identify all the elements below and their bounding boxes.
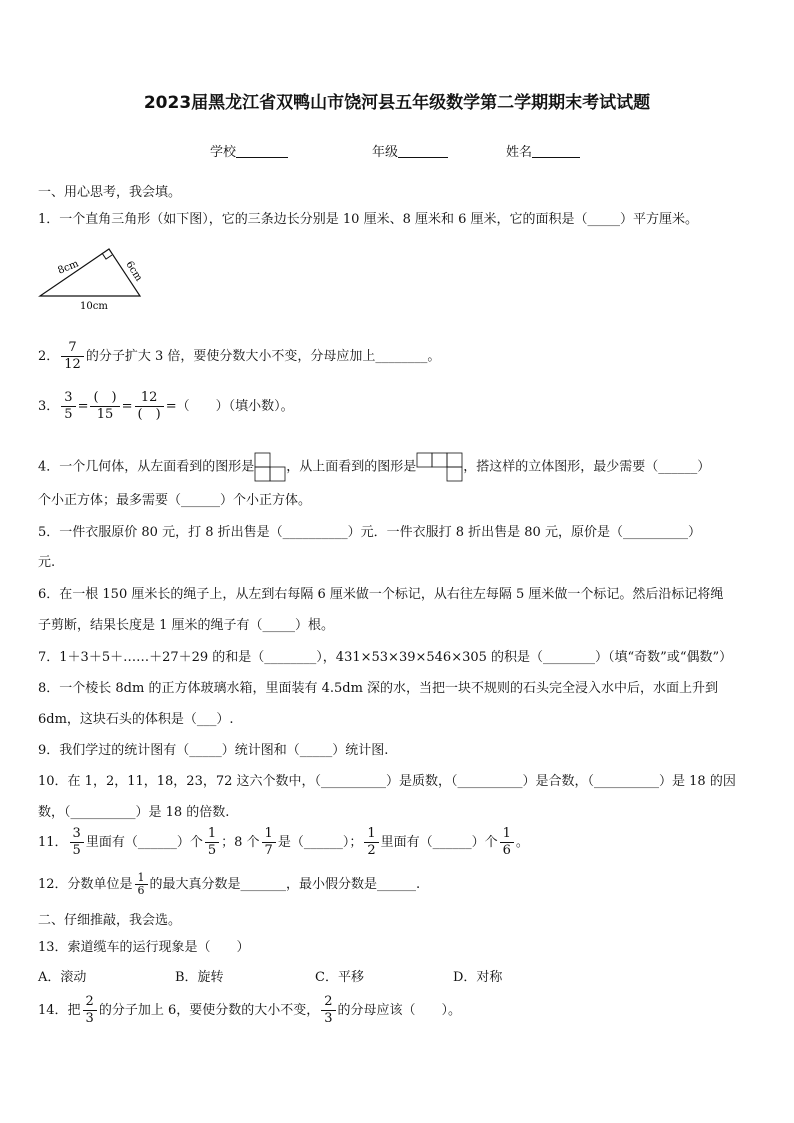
fraction bbox=[135, 390, 164, 423]
name-blank[interactable] bbox=[532, 145, 580, 158]
numerator: 7 bbox=[61, 340, 84, 357]
q11-text-4: 里面有（______）个 bbox=[380, 835, 498, 850]
numerator: 3 bbox=[61, 390, 75, 407]
option-d[interactable]: D．对称 bbox=[453, 970, 503, 985]
fraction bbox=[205, 826, 219, 859]
right-angle-mark bbox=[102, 253, 112, 259]
fraction bbox=[135, 872, 148, 897]
numerator: 1 bbox=[135, 872, 148, 885]
denominator: 3 bbox=[324, 1011, 333, 1026]
fraction bbox=[90, 390, 119, 423]
section-1-heading: 一、用心思考，我会填。 bbox=[38, 185, 182, 200]
equals-sign: = bbox=[121, 399, 133, 414]
numerator: 1 bbox=[364, 826, 378, 843]
equals-sign: = bbox=[77, 399, 89, 414]
numerator-blank[interactable]: ( ) bbox=[90, 390, 119, 407]
numerator: 1 bbox=[205, 826, 219, 843]
q4-text-3: ，搭这样的立体图形，最少需要（______） bbox=[463, 459, 711, 475]
question-5-line-1: 5．一件衣服原价 80 元，打 8 折出售是（__________）元．一件衣服打 8 折出售是 80 元，原价是（__________） bbox=[38, 525, 701, 540]
q14-text-2: 的分子加上 6，要使分数的大小不变， bbox=[98, 1003, 320, 1018]
numerator: 12 bbox=[135, 390, 164, 407]
left-view-figure bbox=[254, 452, 286, 482]
q3-text: =（ ）（填小数）。 bbox=[165, 399, 294, 414]
grade-field bbox=[372, 141, 448, 160]
denominator: 3 bbox=[85, 1011, 94, 1026]
question-8-line-1: 8．一个棱长 8dm 的正方体玻璃水箱，里面装有 4.5dm 深的水，当把一块不规则的石头完全浸入水中后，水面上升到 bbox=[38, 681, 719, 696]
question-10-line-1: 10．在 1，2，11，18，23，72 这六个数中，（__________）是质数，（__________）是合数，（__________）是 18 的因 bbox=[38, 774, 736, 789]
question-10-line-2: 数，（__________）是 18 的倍数. bbox=[38, 805, 230, 820]
denominator: 15 bbox=[96, 407, 114, 422]
numerator: 1 bbox=[262, 826, 276, 843]
right-triangle-figure bbox=[36, 245, 156, 313]
denominator: 6 bbox=[502, 843, 511, 858]
question-1: 1．一个直角三角形（如下图），它的三条边长分别是 10 厘米、8 厘米和 6 厘米，它的面积是（_____）平方厘米。 bbox=[38, 212, 699, 227]
denominator: 5 bbox=[207, 843, 217, 858]
option-a[interactable]: A．滚动 bbox=[38, 970, 87, 985]
q4-text-1: 4．一个几何体，从左面看到的图形是 bbox=[38, 459, 255, 475]
grade-label: 年级 bbox=[372, 145, 399, 160]
name-field bbox=[506, 141, 580, 160]
denominator-blank[interactable]: ( ) bbox=[137, 407, 161, 422]
q4-text-2: ，从上面看到的图形是 bbox=[286, 459, 417, 475]
numerator: 3 bbox=[70, 826, 84, 843]
question-6-line-1: 6．在一根 150 厘米长的绳子上，从左到右每隔 6 厘米做一个标记，从右往左每隔 5 厘米做一个标记。然后沿标记将绳 bbox=[38, 587, 724, 602]
denominator: 12 bbox=[64, 357, 81, 372]
side-label-8cm: 8cm bbox=[56, 258, 81, 277]
denominator: 2 bbox=[367, 843, 376, 858]
denominator: 5 bbox=[64, 407, 73, 422]
q11-text-1: 里面有（______）个 bbox=[85, 835, 203, 850]
side-label-6cm: 6cm bbox=[123, 259, 145, 284]
fraction bbox=[83, 994, 97, 1027]
question-12 bbox=[38, 872, 420, 897]
question-6-line-2: 子剪断，结果长度是 1 厘米的绳子有（_____）根。 bbox=[38, 618, 335, 633]
section-2-heading: 二、仔细推敲，我会选。 bbox=[38, 913, 182, 928]
q2-number: 2． bbox=[38, 349, 60, 364]
question-5-line-2: 元. bbox=[38, 555, 56, 570]
q11-text-2: ；8 个 bbox=[221, 835, 260, 850]
fraction bbox=[364, 826, 378, 859]
denominator: 7 bbox=[264, 843, 273, 858]
q11-number: 11． bbox=[38, 835, 68, 850]
option-c[interactable]: C．平移 bbox=[315, 970, 364, 985]
question-4-line-1 bbox=[38, 452, 710, 482]
numerator: 2 bbox=[321, 994, 335, 1011]
fraction bbox=[61, 340, 84, 373]
q2-text: 的分子扩大 3 倍，要使分数大小不变，分母应加上________。 bbox=[85, 349, 441, 364]
grade-blank[interactable] bbox=[398, 145, 448, 158]
fraction bbox=[61, 390, 75, 423]
q12-text-1: 12．分数单位是 bbox=[38, 877, 133, 892]
side-label-10cm: 10cm bbox=[80, 301, 108, 312]
question-14 bbox=[38, 994, 461, 1027]
question-8-line-2: 6dm，这块石头的体积是（___）. bbox=[38, 712, 234, 727]
school-label: 学校 bbox=[210, 145, 237, 160]
top-view-figure bbox=[416, 452, 463, 482]
denominator: 5 bbox=[72, 843, 81, 858]
triangle-shape bbox=[40, 249, 140, 296]
fraction bbox=[262, 826, 276, 859]
q3-number: 3． bbox=[38, 399, 60, 414]
school-blank[interactable] bbox=[236, 145, 288, 158]
q14-text-3: 的分母应该（ ）。 bbox=[337, 1003, 462, 1018]
q12-text-2: 的最大真分数是_______，最小假分数是______. bbox=[149, 877, 421, 892]
numerator: 1 bbox=[500, 826, 514, 843]
name-label: 姓名 bbox=[506, 145, 533, 160]
q11-text-5: 。 bbox=[515, 835, 529, 850]
question-7: 7．1＋3＋5＋……＋27＋29 的和是（________），431×53×39×546×305 的积是（________）（填“奇数”或“偶数”） bbox=[38, 650, 733, 665]
fraction bbox=[70, 826, 84, 859]
q11-text-3: 是（______）； bbox=[277, 835, 363, 850]
q14-text-1: 14．把 bbox=[38, 1003, 81, 1018]
fraction bbox=[321, 994, 335, 1027]
numerator: 2 bbox=[83, 994, 97, 1011]
question-13: 13．索道缆车的运行现象是（ ） bbox=[38, 940, 250, 955]
question-3 bbox=[38, 390, 294, 423]
denominator: 6 bbox=[137, 884, 145, 897]
page-title: 2023届黑龙江省双鸭山市饶河县五年级数学第二学期期末考试试题 bbox=[143, 93, 651, 113]
question-9: 9．我们学过的统计图有（_____）统计图和（_____）统计图. bbox=[38, 743, 389, 758]
option-b[interactable]: B．旋转 bbox=[175, 970, 224, 985]
question-2 bbox=[38, 340, 440, 373]
fraction bbox=[500, 826, 514, 859]
question-4-line-2: 个小正方体；最多需要（______）个小正方体。 bbox=[38, 493, 312, 508]
question-11 bbox=[38, 826, 529, 859]
school-field bbox=[210, 141, 288, 160]
